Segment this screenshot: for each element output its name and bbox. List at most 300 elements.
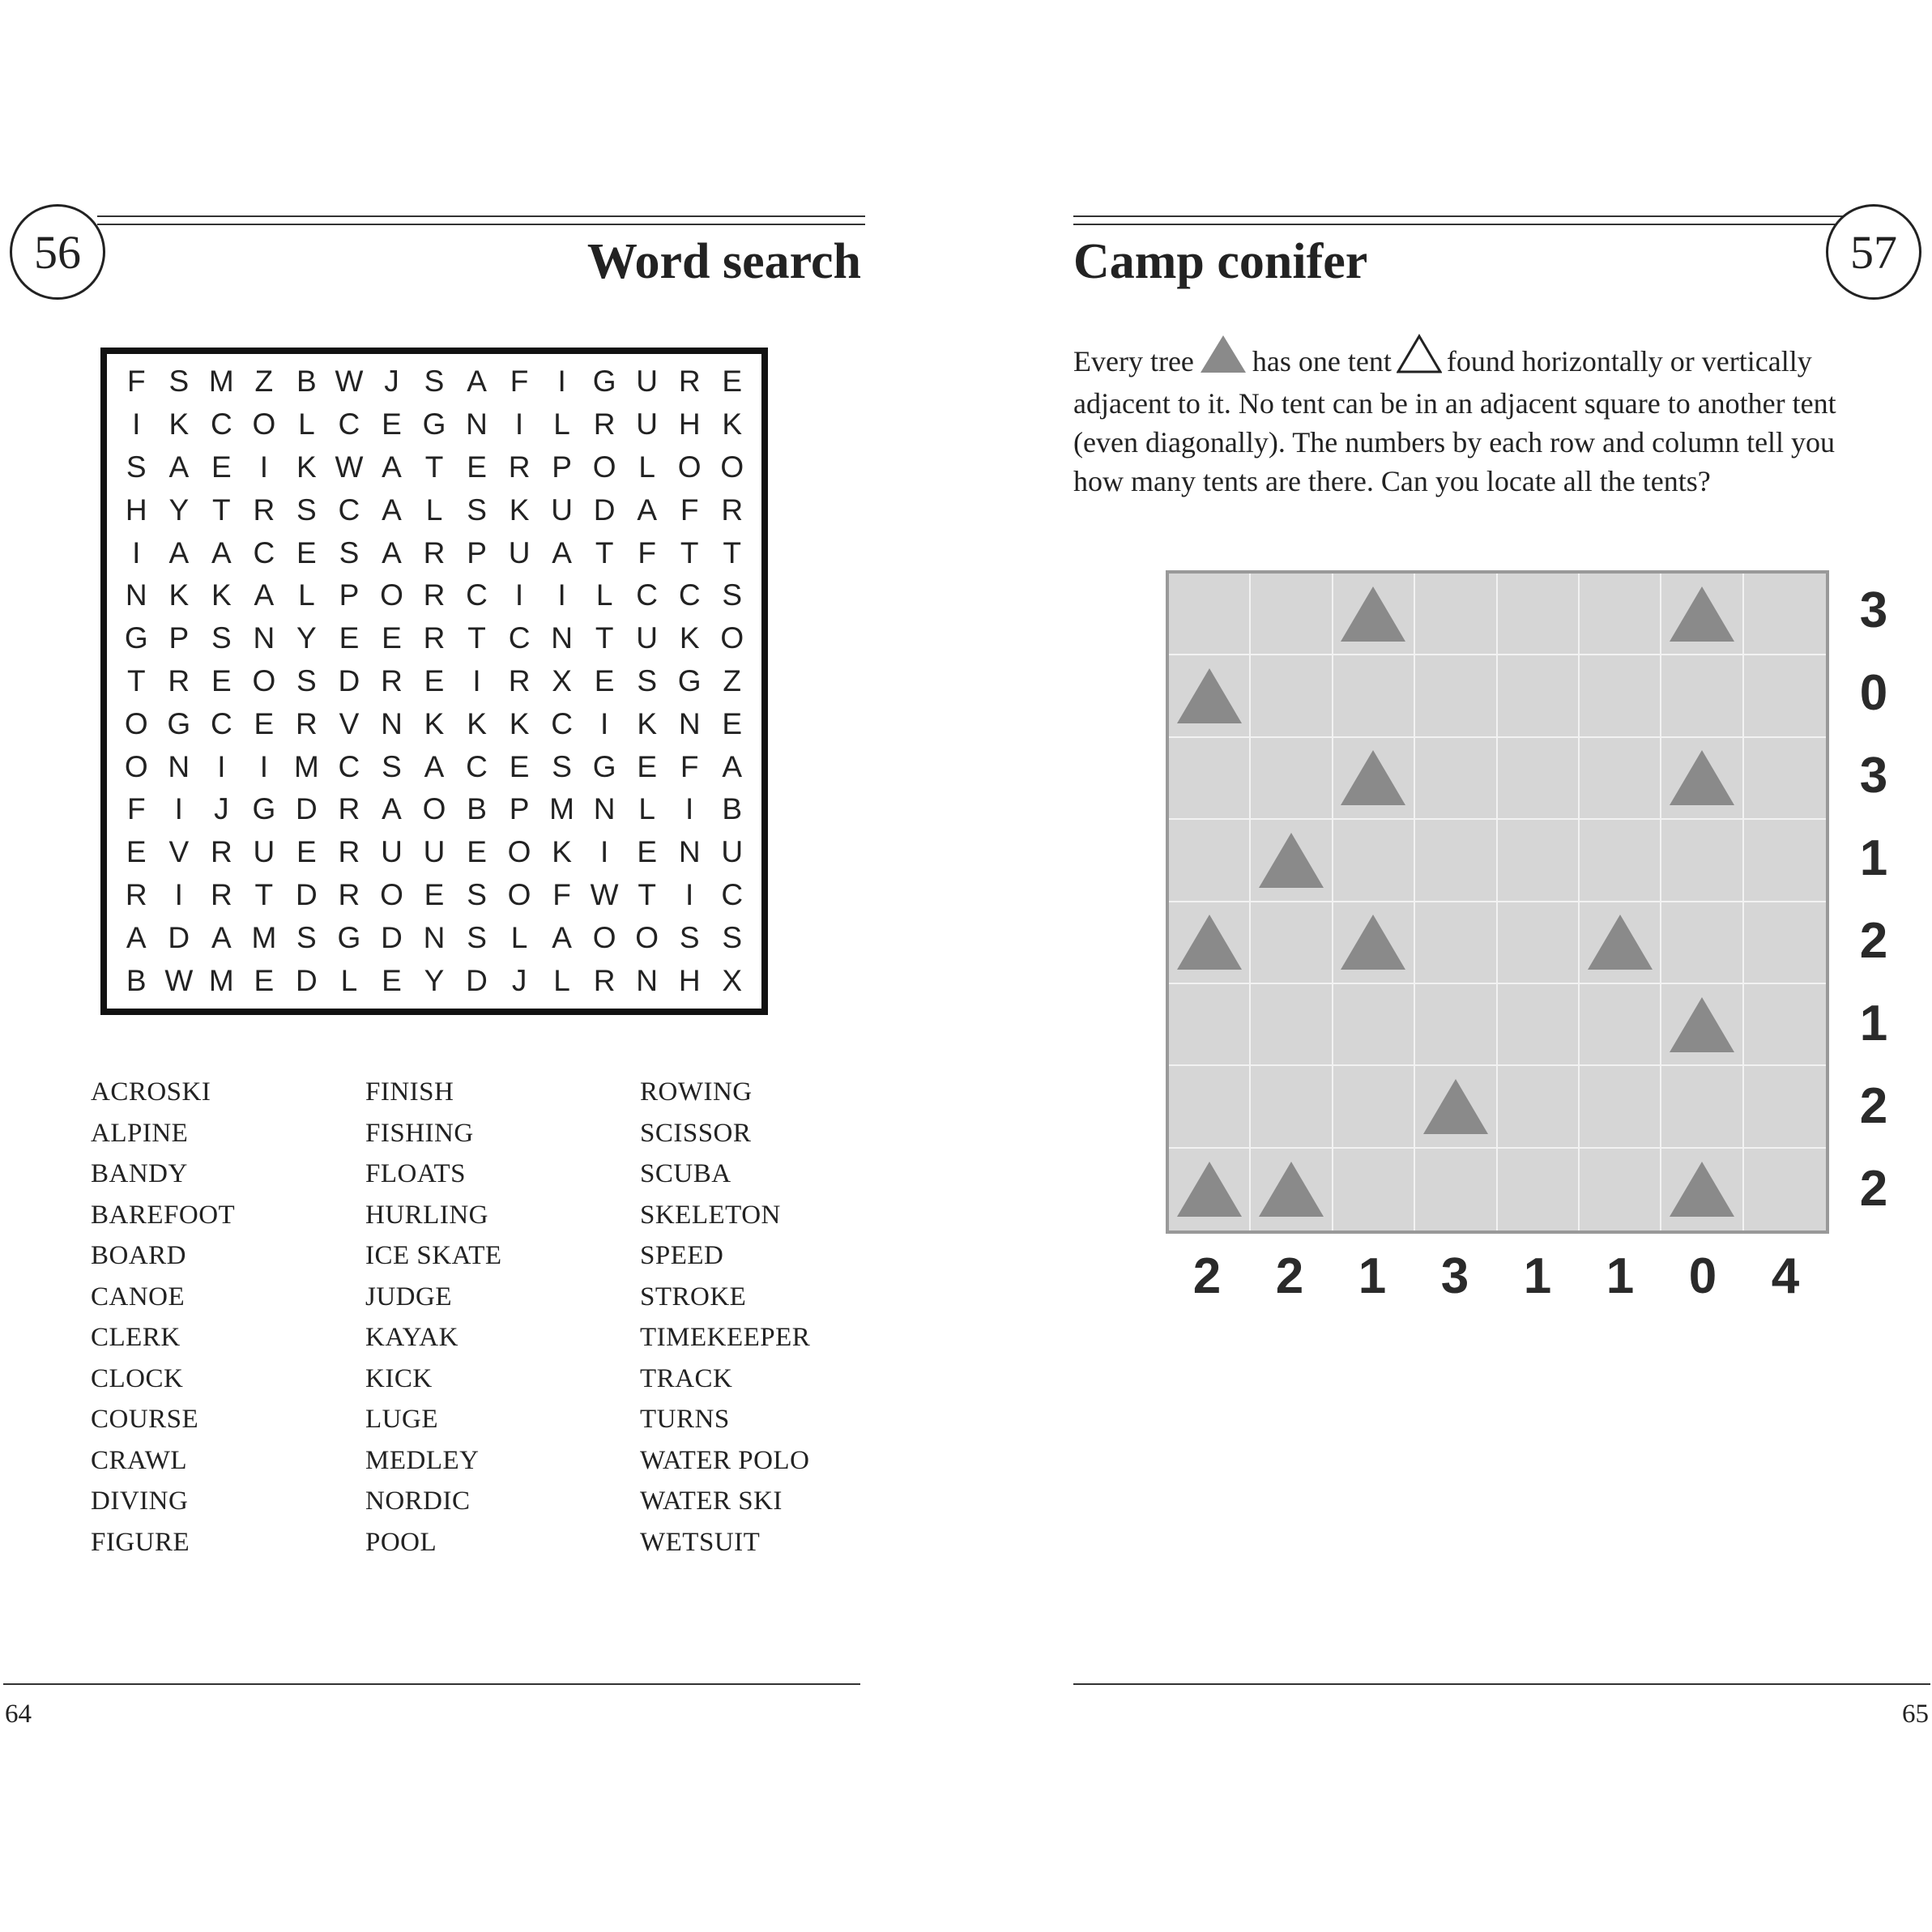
grid-letter[interactable]: G <box>124 621 148 655</box>
grid-letter[interactable]: K <box>296 450 317 484</box>
grid-cell[interactable] <box>1580 1066 1661 1148</box>
grid-letter[interactable]: G <box>592 749 616 783</box>
grid-letter[interactable]: S <box>467 493 487 527</box>
grid-letter[interactable]: R <box>423 621 446 655</box>
grid-letter[interactable]: R <box>168 663 190 697</box>
grid-letter[interactable]: W <box>590 877 619 911</box>
grid-letter[interactable]: L <box>298 578 315 612</box>
grid-letter[interactable]: F <box>510 365 529 399</box>
grid-letter[interactable]: G <box>252 792 276 826</box>
grid-cell[interactable] <box>1333 984 1415 1066</box>
word-list-item: COURSE <box>91 1405 199 1434</box>
grid-letter[interactable]: G <box>337 920 361 954</box>
grid-letter[interactable]: R <box>721 493 744 527</box>
grid-letter[interactable]: G <box>167 706 191 740</box>
grid-letter[interactable]: I <box>259 749 268 783</box>
grid-letter[interactable]: E <box>382 407 402 441</box>
grid-cell[interactable] <box>1415 738 1497 820</box>
grid-cell[interactable] <box>1744 902 1826 984</box>
grid-letter[interactable]: T <box>126 663 146 697</box>
grid-letter[interactable]: M <box>549 792 574 826</box>
grid-letter[interactable]: U <box>636 621 659 655</box>
grid-letter[interactable]: R <box>338 835 360 869</box>
grid-letter[interactable]: E <box>382 963 402 997</box>
grid-letter[interactable]: T <box>680 535 699 569</box>
grid-cell[interactable] <box>1498 820 1580 902</box>
grid-cell[interactable] <box>1333 902 1415 984</box>
grid-letter[interactable]: K <box>509 706 530 740</box>
grid-letter[interactable]: Y <box>168 493 190 527</box>
grid-cell[interactable] <box>1661 738 1743 820</box>
grid-letter[interactable]: R <box>210 835 232 869</box>
grid-cell[interactable] <box>1415 902 1497 984</box>
grid-letter[interactable]: W <box>164 963 194 997</box>
grid-cell[interactable] <box>1169 820 1251 902</box>
grid-letter[interactable]: K <box>552 835 572 869</box>
grid-letter[interactable]: I <box>132 535 141 569</box>
grid-letter[interactable]: I <box>514 407 524 441</box>
grid-letter[interactable]: N <box>636 963 659 997</box>
grid-letter[interactable]: O <box>592 920 616 954</box>
grid-letter[interactable]: U <box>423 835 446 869</box>
grid-letter[interactable]: I <box>599 706 609 740</box>
grid-cell[interactable] <box>1744 655 1826 737</box>
grid-letter[interactable]: O <box>380 877 403 911</box>
grid-cell[interactable] <box>1251 820 1333 902</box>
grid-letter[interactable]: I <box>557 365 566 399</box>
grid-letter[interactable]: Z <box>254 365 274 399</box>
grid-letter[interactable]: R <box>593 407 616 441</box>
grid-cell[interactable] <box>1333 1149 1415 1230</box>
grid-letter[interactable]: O <box>252 663 276 697</box>
grid-cell[interactable] <box>1251 574 1333 655</box>
grid-letter[interactable]: I <box>514 578 524 612</box>
grid-letter[interactable]: E <box>594 663 615 697</box>
grid-cell[interactable] <box>1169 574 1251 655</box>
grid-cell[interactable] <box>1498 655 1580 737</box>
grid-letter[interactable]: S <box>467 920 487 954</box>
grid-cell[interactable] <box>1333 1066 1415 1148</box>
grid-cell[interactable] <box>1169 984 1251 1066</box>
grid-letter[interactable]: C <box>636 578 659 612</box>
grid-letter[interactable]: R <box>593 963 616 997</box>
grid-letter[interactable]: S <box>424 365 445 399</box>
grid-letter[interactable]: E <box>339 621 360 655</box>
grid-letter[interactable]: K <box>722 407 743 441</box>
grid-letter[interactable]: M <box>208 365 234 399</box>
grid-letter[interactable]: K <box>679 621 700 655</box>
grid-cell[interactable] <box>1498 1149 1580 1230</box>
grid-cell[interactable] <box>1498 738 1580 820</box>
grid-cell[interactable] <box>1744 820 1826 902</box>
grid-letter[interactable]: G <box>677 663 702 697</box>
grid-letter[interactable]: L <box>595 578 613 612</box>
grid-letter[interactable]: E <box>126 835 147 869</box>
grid-letter[interactable]: L <box>553 963 570 997</box>
grid-letter[interactable]: A <box>637 493 657 527</box>
grid-letter[interactable]: N <box>678 835 701 869</box>
grid-letter[interactable]: J <box>511 963 527 997</box>
grid-letter[interactable]: L <box>340 963 358 997</box>
grid-letter[interactable]: T <box>424 450 444 484</box>
grid-letter[interactable]: D <box>338 663 360 697</box>
grid-cell[interactable] <box>1661 902 1743 984</box>
column-clue: 3 <box>1440 1248 1469 1304</box>
grid-letter[interactable]: T <box>212 493 231 527</box>
grid-cell[interactable] <box>1251 738 1333 820</box>
word-list-item: KICK <box>365 1363 433 1393</box>
grid-letter[interactable]: H <box>678 963 701 997</box>
grid-cell[interactable] <box>1169 902 1251 984</box>
grid-letter[interactable]: A <box>552 535 572 569</box>
grid-letter[interactable]: N <box>168 749 190 783</box>
grid-letter[interactable]: A <box>254 578 275 612</box>
grid-letter[interactable]: P <box>168 621 190 655</box>
grid-cell[interactable] <box>1580 902 1661 984</box>
grid-cell[interactable] <box>1744 1066 1826 1148</box>
grid-letter[interactable]: P <box>509 792 530 826</box>
grid-letter[interactable]: A <box>382 450 402 484</box>
grid-cell[interactable] <box>1744 738 1826 820</box>
grid-cell[interactable] <box>1580 655 1661 737</box>
grid-letter[interactable]: E <box>296 835 317 869</box>
grid-letter[interactable]: T <box>723 535 742 569</box>
grid-letter[interactable]: G <box>422 407 446 441</box>
grid-letter[interactable]: D <box>168 920 190 954</box>
grid-letter[interactable]: F <box>638 535 656 569</box>
grid-letter[interactable]: K <box>467 706 487 740</box>
grid-letter[interactable]: C <box>508 621 531 655</box>
grid-letter[interactable]: A <box>168 450 190 484</box>
grid-letter[interactable]: U <box>721 835 744 869</box>
grid-letter[interactable]: B <box>126 963 147 997</box>
grid-cell[interactable] <box>1415 655 1497 737</box>
grid-letter[interactable]: Y <box>424 963 445 997</box>
grid-cell[interactable] <box>1333 655 1415 737</box>
grid-cell[interactable] <box>1661 1149 1743 1230</box>
grid-letter[interactable]: E <box>382 621 402 655</box>
grid-cell[interactable] <box>1580 738 1661 820</box>
grid-letter[interactable]: H <box>678 407 701 441</box>
grid-letter[interactable]: E <box>424 877 445 911</box>
grid-letter[interactable]: I <box>259 450 268 484</box>
grid-letter[interactable]: P <box>467 535 487 569</box>
grid-letter[interactable]: B <box>296 365 317 399</box>
grid-letter[interactable]: M <box>208 963 234 997</box>
grid-letter[interactable]: F <box>552 877 571 911</box>
grid-letter[interactable]: S <box>382 749 402 783</box>
grid-letter[interactable]: K <box>509 493 530 527</box>
word-list-item: SKELETON <box>640 1200 781 1230</box>
grid-letter[interactable]: X <box>552 663 572 697</box>
grid-letter[interactable]: S <box>339 535 360 569</box>
grid-letter[interactable]: C <box>253 535 275 569</box>
grid-letter[interactable]: L <box>510 920 528 954</box>
grid-letter[interactable]: N <box>466 407 488 441</box>
grid-cell[interactable] <box>1580 984 1661 1066</box>
grid-letter[interactable]: U <box>381 835 403 869</box>
grid-letter[interactable]: A <box>722 749 743 783</box>
grid-letter[interactable]: R <box>423 578 446 612</box>
grid-cell[interactable] <box>1251 1149 1333 1230</box>
grid-letter[interactable]: M <box>293 749 319 783</box>
grid-letter[interactable]: E <box>467 450 487 484</box>
grid-cell[interactable] <box>1415 984 1497 1066</box>
grid-letter[interactable]: O <box>422 792 446 826</box>
grid-cell[interactable] <box>1498 1066 1580 1148</box>
grid-letter[interactable]: O <box>124 749 148 783</box>
grid-letter[interactable]: N <box>551 621 573 655</box>
grid-letter[interactable]: I <box>132 407 141 441</box>
grid-letter[interactable]: T <box>467 621 486 655</box>
grid-letter[interactable]: M <box>251 920 277 954</box>
grid-letter[interactable]: O <box>124 706 148 740</box>
grid-letter[interactable]: B <box>467 792 487 826</box>
grid-letter[interactable]: C <box>338 407 360 441</box>
grid-letter[interactable]: K <box>637 706 657 740</box>
grid-letter[interactable]: S <box>168 365 190 399</box>
grid-letter[interactable]: A <box>382 792 402 826</box>
grid-letter[interactable]: E <box>211 450 232 484</box>
grid-letter[interactable]: A <box>424 749 445 783</box>
grid-letter[interactable]: F <box>680 493 699 527</box>
grid-letter[interactable]: E <box>722 365 743 399</box>
grid-cell[interactable] <box>1661 655 1743 737</box>
grid-cell[interactable] <box>1661 1066 1743 1148</box>
grid-letter[interactable]: R <box>508 663 531 697</box>
grid-cell[interactable] <box>1415 1066 1497 1148</box>
grid-letter[interactable]: N <box>253 621 275 655</box>
grid-letter[interactable]: Y <box>296 621 317 655</box>
grid-letter[interactable]: L <box>298 407 315 441</box>
grid-cell[interactable] <box>1661 820 1743 902</box>
grid-letter[interactable]: I <box>685 792 694 826</box>
grid-letter[interactable]: O <box>720 450 744 484</box>
grid-cell[interactable] <box>1169 738 1251 820</box>
grid-letter[interactable]: A <box>382 493 402 527</box>
grid-letter[interactable]: C <box>466 578 488 612</box>
grid-letter[interactable]: C <box>210 706 232 740</box>
grid-letter[interactable]: U <box>636 407 659 441</box>
grid-cell[interactable] <box>1333 738 1415 820</box>
grid-cell[interactable] <box>1744 984 1826 1066</box>
grid-cell[interactable] <box>1415 820 1497 902</box>
grid-letter[interactable]: S <box>126 450 147 484</box>
grid-cell[interactable] <box>1580 574 1661 655</box>
grid-letter[interactable]: E <box>637 835 657 869</box>
grid-letter[interactable]: S <box>679 920 700 954</box>
grid-letter[interactable]: V <box>339 706 360 740</box>
grid-cell[interactable] <box>1169 1149 1251 1230</box>
grid-letter[interactable]: C <box>678 578 701 612</box>
grid-cell[interactable] <box>1415 1149 1497 1230</box>
grid-letter[interactable]: W <box>335 365 364 399</box>
grid-letter[interactable]: A <box>382 535 402 569</box>
grid-letter[interactable]: R <box>423 535 446 569</box>
grid-letter[interactable]: O <box>252 407 276 441</box>
grid-letter[interactable]: T <box>254 877 274 911</box>
grid-letter[interactable]: E <box>424 663 445 697</box>
grid-letter[interactable]: D <box>296 877 318 911</box>
grid-letter[interactable]: N <box>678 706 701 740</box>
word-list-item: MEDLEY <box>365 1445 480 1475</box>
grid-letter[interactable]: P <box>339 578 360 612</box>
grid-letter[interactable]: S <box>467 877 487 911</box>
grid-letter[interactable]: D <box>381 920 403 954</box>
grid-letter[interactable]: I <box>685 877 694 911</box>
grid-letter[interactable]: R <box>338 792 360 826</box>
tree-icon <box>1588 915 1653 970</box>
grid-letter[interactable]: O <box>592 450 616 484</box>
grid-cell[interactable] <box>1661 574 1743 655</box>
grid-letter[interactable]: L <box>638 792 655 826</box>
grid-letter[interactable]: L <box>638 450 655 484</box>
grid-letter[interactable]: T <box>595 535 614 569</box>
grid-letter[interactable]: U <box>636 365 659 399</box>
grid-letter[interactable]: A <box>552 920 572 954</box>
grid-letter[interactable]: A <box>211 535 232 569</box>
grid-letter[interactable]: K <box>424 706 445 740</box>
grid-letter[interactable]: F <box>126 792 146 826</box>
grid-letter[interactable]: Z <box>723 663 742 697</box>
grid-letter[interactable]: I <box>557 578 566 612</box>
grid-letter[interactable]: O <box>507 877 531 911</box>
grid-letter[interactable]: R <box>253 493 275 527</box>
grid-letter[interactable]: V <box>168 835 190 869</box>
grid-letter[interactable]: O <box>720 621 744 655</box>
grid-cell[interactable] <box>1744 574 1826 655</box>
grid-letter[interactable]: S <box>722 578 743 612</box>
grid-cell[interactable] <box>1333 820 1415 902</box>
grid-cell[interactable] <box>1498 574 1580 655</box>
grid-letter[interactable]: R <box>678 365 701 399</box>
word-list-item: FIGURE <box>91 1527 190 1557</box>
grid-letter[interactable]: N <box>381 706 403 740</box>
grid-letter[interactable]: S <box>296 663 317 697</box>
grid-letter[interactable]: S <box>296 493 317 527</box>
grid-letter[interactable]: T <box>638 877 656 911</box>
tree-icon <box>1670 1162 1734 1217</box>
grid-letter[interactable]: A <box>211 920 232 954</box>
grid-letter[interactable]: J <box>214 792 229 826</box>
grid-letter[interactable]: H <box>125 493 147 527</box>
grid-cell[interactable] <box>1744 1149 1826 1230</box>
grid-cell[interactable] <box>1251 984 1333 1066</box>
grid-letter[interactable]: A <box>168 535 190 569</box>
grid-letter[interactable]: O <box>507 835 531 869</box>
grid-letter[interactable]: P <box>552 450 572 484</box>
grid-letter[interactable]: I <box>217 749 226 783</box>
grid-letter[interactable]: E <box>254 963 275 997</box>
grid-letter[interactable]: E <box>509 749 530 783</box>
grid-letter[interactable]: T <box>595 621 614 655</box>
grid-cell[interactable] <box>1333 574 1415 655</box>
grid-letter[interactable]: U <box>508 535 531 569</box>
grid-letter[interactable]: E <box>722 706 743 740</box>
grid-letter[interactable]: U <box>551 493 573 527</box>
grid-letter[interactable]: J <box>384 365 399 399</box>
grid-cell[interactable] <box>1169 1066 1251 1148</box>
grid-letter[interactable]: W <box>335 450 364 484</box>
grid-letter[interactable]: G <box>592 365 616 399</box>
grid-cell[interactable] <box>1251 902 1333 984</box>
grid-letter[interactable]: I <box>174 792 183 826</box>
grid-letter[interactable]: D <box>593 493 616 527</box>
grid-letter[interactable]: S <box>552 749 572 783</box>
grid-letter[interactable]: N <box>423 920 446 954</box>
grid-letter[interactable]: I <box>472 663 481 697</box>
grid-cell[interactable] <box>1415 574 1497 655</box>
tree-icon <box>1177 668 1242 723</box>
grid-letter[interactable]: N <box>593 792 616 826</box>
grid-letter[interactable]: O <box>677 450 702 484</box>
grid-letter[interactable]: U <box>253 835 275 869</box>
grid-letter[interactable]: E <box>211 663 232 697</box>
grid-cell[interactable] <box>1498 984 1580 1066</box>
grid-letter[interactable]: C <box>210 407 232 441</box>
grid-letter[interactable]: O <box>380 578 403 612</box>
grid-letter[interactable]: C <box>338 749 360 783</box>
grid-letter[interactable]: I <box>599 835 609 869</box>
grid-letter[interactable]: C <box>551 706 573 740</box>
grid-letter[interactable]: K <box>211 578 232 612</box>
grid-letter[interactable]: D <box>296 792 318 826</box>
grid-letter[interactable]: L <box>553 407 570 441</box>
grid-letter[interactable]: S <box>211 621 232 655</box>
grid-cell[interactable] <box>1580 1149 1661 1230</box>
grid-letter[interactable]: E <box>296 535 317 569</box>
grid-letter[interactable]: E <box>467 835 487 869</box>
grid-letter[interactable]: K <box>168 578 190 612</box>
column-clue: 1 <box>1606 1248 1635 1304</box>
grid-letter[interactable]: I <box>174 877 183 911</box>
grid-cell[interactable] <box>1580 820 1661 902</box>
grid-letter[interactable]: R <box>508 450 531 484</box>
grid-cell[interactable] <box>1498 902 1580 984</box>
grid-letter[interactable]: D <box>466 963 488 997</box>
grid-letter[interactable]: R <box>210 877 232 911</box>
grid-letter[interactable]: K <box>168 407 190 441</box>
grid-letter[interactable]: N <box>125 578 147 612</box>
grid-letter[interactable]: A <box>126 920 147 954</box>
grid-letter[interactable]: S <box>722 920 743 954</box>
grid-letter[interactable]: F <box>126 365 146 399</box>
grid-letter[interactable]: C <box>466 749 488 783</box>
grid-letter[interactable]: E <box>637 749 657 783</box>
grid-letter[interactable]: B <box>722 792 743 826</box>
grid-letter[interactable]: L <box>425 493 443 527</box>
grid-letter[interactable]: R <box>381 663 403 697</box>
grid-letter[interactable]: R <box>125 877 147 911</box>
grid-letter[interactable]: S <box>637 663 657 697</box>
grid-letter[interactable]: C <box>338 493 360 527</box>
grid-cell[interactable] <box>1251 1066 1333 1148</box>
grid-letter[interactable]: D <box>296 963 318 997</box>
grid-letter[interactable]: R <box>338 877 360 911</box>
grid-letter[interactable]: S <box>296 920 317 954</box>
grid-cell[interactable] <box>1251 655 1333 737</box>
grid-letter[interactable]: C <box>721 877 744 911</box>
grid-letter[interactable]: A <box>467 365 487 399</box>
grid-letter[interactable]: O <box>635 920 659 954</box>
grid-letter[interactable]: E <box>254 706 275 740</box>
grid-letter[interactable]: F <box>680 749 699 783</box>
grid-cell[interactable] <box>1169 655 1251 737</box>
grid-cell[interactable] <box>1661 984 1743 1066</box>
grid-letter[interactable]: R <box>296 706 318 740</box>
column-clue: 1 <box>1358 1248 1387 1304</box>
grid-letter[interactable]: X <box>722 963 743 997</box>
